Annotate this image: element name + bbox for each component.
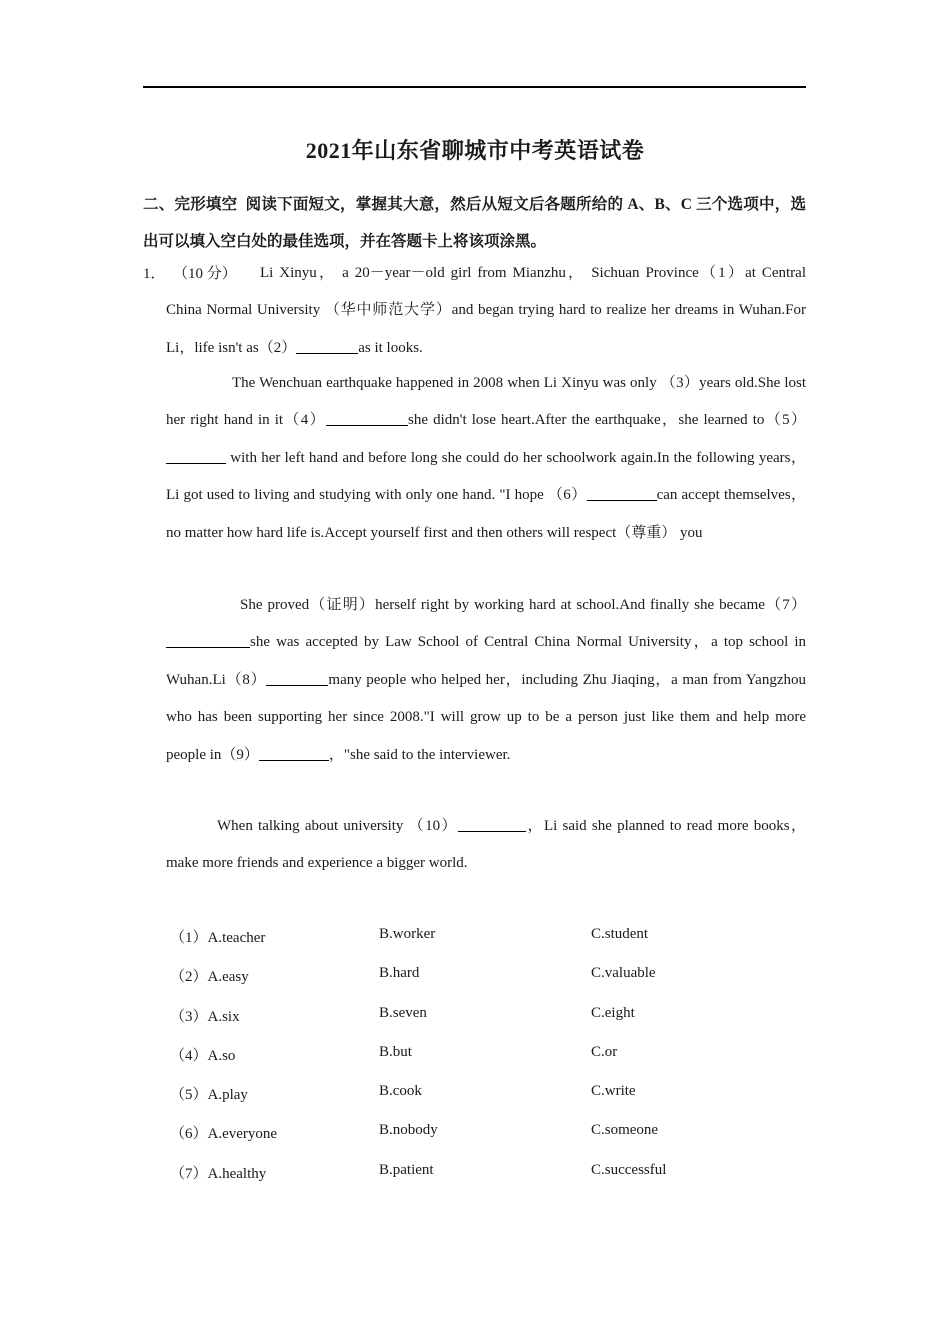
options-list: [166, 920, 806, 1195]
options-row: [166, 1038, 806, 1077]
answer-blank[interactable]: [458, 816, 526, 832]
option-b[interactable]: B.patient: [379, 1161, 434, 1178]
section-instruction-text: 阅读下面短文，掌握其大意，然后从短文后各题所给的 A、B、C 三个选项中，选出可以填入空白处的最佳选项，并在答题卡上将该项涂黑。: [143, 196, 806, 250]
option-b[interactable]: B.nobody: [379, 1122, 438, 1139]
passage-paragraph-4: When talking about university （10） ，Li said she planned to read more books，make more friends and experience a bigger world.: [166, 818, 807, 872]
passage-paragraph-3: She proved（证明）herself right by working hard at school.And finally she became（7）she was accepted by Law School of Central China Normal University，a top school in Wuhan.Li（8） many people who helped her，including Zhu Jiaqing，a man from Yangzhou who has been supporting her since 2008."I will grow up to be a person just like them and help more people in（9） ，"she said to the interviewer.: [166, 597, 806, 763]
option-c[interactable]: C.successful: [591, 1161, 667, 1178]
option-b[interactable]: B.cook: [379, 1083, 422, 1100]
options-row: [166, 959, 806, 998]
answer-blank[interactable]: [166, 448, 226, 464]
option-a[interactable]: （1）A.teacher: [170, 930, 266, 946]
answer-blank[interactable]: [587, 485, 657, 501]
page-title: 2021年山东省聊城市中考英语试卷: [305, 138, 645, 163]
answer-blank[interactable]: [266, 670, 328, 686]
option-c[interactable]: C.valuable: [591, 965, 656, 982]
options-row: [166, 920, 806, 959]
option-a[interactable]: （6）A.everyone: [170, 1126, 278, 1143]
option-a[interactable]: （2）A.easy: [170, 969, 249, 986]
option-a[interactable]: （5）A.play: [170, 1087, 248, 1104]
option-b[interactable]: B.worker: [379, 926, 436, 942]
option-b[interactable]: B.seven: [379, 1004, 427, 1021]
answer-blank[interactable]: [166, 632, 250, 648]
options-row: [166, 1116, 806, 1155]
answer-blank[interactable]: [326, 410, 408, 426]
option-b[interactable]: B.hard: [379, 965, 420, 982]
section-instruction: [143, 186, 806, 260]
option-c[interactable]: C.or: [591, 1043, 618, 1060]
option-a[interactable]: （4）A.so: [170, 1047, 236, 1064]
option-b[interactable]: B.but: [379, 1043, 412, 1060]
section-heading: 二、完形填空: [143, 196, 238, 213]
answer-blank[interactable]: [259, 745, 329, 761]
passage-paragraph-2: The Wenchuan earthquake happened in 2008 when Li Xinyu was only （3）years old.She lost her right hand in it（4） she didn't lose heart.After the earthquake，she learned to（5） with her left hand and before long she could do her schoolwork again.In the following years，Li got used to living and studying with only one hand. "I hope （6） can accept themselves， no matter how hard life is.Accept yourself first and then others will respect（尊重） you: [166, 375, 806, 541]
option-c[interactable]: C.someone: [591, 1122, 659, 1139]
option-c[interactable]: C.eight: [591, 1004, 635, 1021]
question-number: 1． （10 分）: [143, 266, 237, 282]
options-row: [166, 999, 806, 1038]
option-c[interactable]: C.write: [591, 1083, 636, 1100]
option-a[interactable]: （7）A.healthy: [170, 1165, 267, 1182]
option-a[interactable]: （3）A.six: [170, 1008, 240, 1025]
passage-paragraph-1: Li Xinyu， a 20－year－old girl from Mianzhu， Sichuan Province（1）at Central China Normal University （华中师范大学）and began trying hard to realize her dreams in Wuhan.For Li，life isn't as（2） as it looks.: [166, 265, 806, 356]
option-c[interactable]: C.student: [591, 926, 649, 942]
header-rule: [143, 86, 806, 88]
options-row: [166, 1156, 806, 1195]
answer-blank[interactable]: [296, 338, 358, 354]
question-points: （10 分）: [173, 266, 237, 282]
options-row: [166, 1077, 806, 1116]
